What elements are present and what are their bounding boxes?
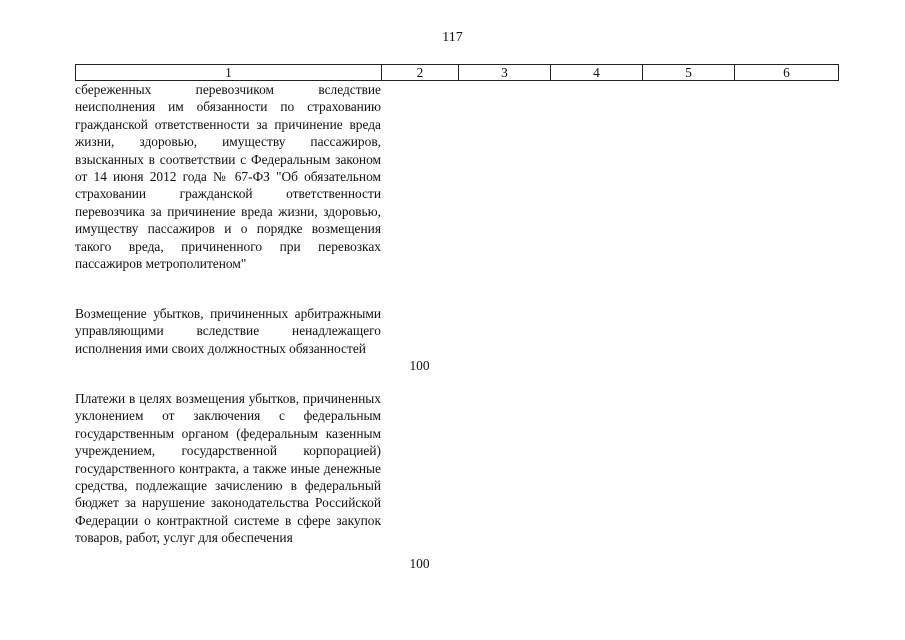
column-header-6: 6 <box>735 65 839 81</box>
row-2-text: Возмещение убытков, причиненных арбитражными управляющими вследствие ненадлежащего исполнения ими своих должностных обязанностей <box>75 306 381 356</box>
column-header-row <box>76 65 839 81</box>
column-header-table <box>75 64 839 81</box>
column-header-4: 4 <box>551 65 643 81</box>
row-2-col2: 100 <box>409 358 430 373</box>
column-header-1: 1 <box>76 65 382 81</box>
page-number: 117 <box>442 30 463 45</box>
row-3-col2: 100 <box>409 556 430 571</box>
column-header-2: 2 <box>382 65 459 81</box>
row-3-text: Платежи в целях возмещения убытков, причиненных уклонением от заключения с федеральным государственным органом (федеральным казенным учреждением, государственной корпорацией) государственного контракта, а также иные денежные средства, подлежащие зачислению в федеральный бюджет за нарушение законодательства Российской Федерации о контрактной системе в сфере закупок товаров, работ, услуг для обеспечения <box>75 391 381 546</box>
column-header-3: 3 <box>459 65 551 81</box>
column-header-5: 5 <box>643 65 735 81</box>
row-1-text: сбереженных перевозчиком вследствие неисполнения им обязанности по страхованию гражданской ответственности за причинение вреда жизни, здоровью, имуществу пассажиров, взысканных в соответствии с Федеральным законом от 14 июня 2012 года № 67-ФЗ "Об обязательном страховании гражданской ответственности перевозчика за причинение вреда жизни, здоровью, имуществу пассажиров и о порядке возмещения такого вреда, причиненного при перевозках пассажиров метрополитеном" <box>75 82 381 272</box>
